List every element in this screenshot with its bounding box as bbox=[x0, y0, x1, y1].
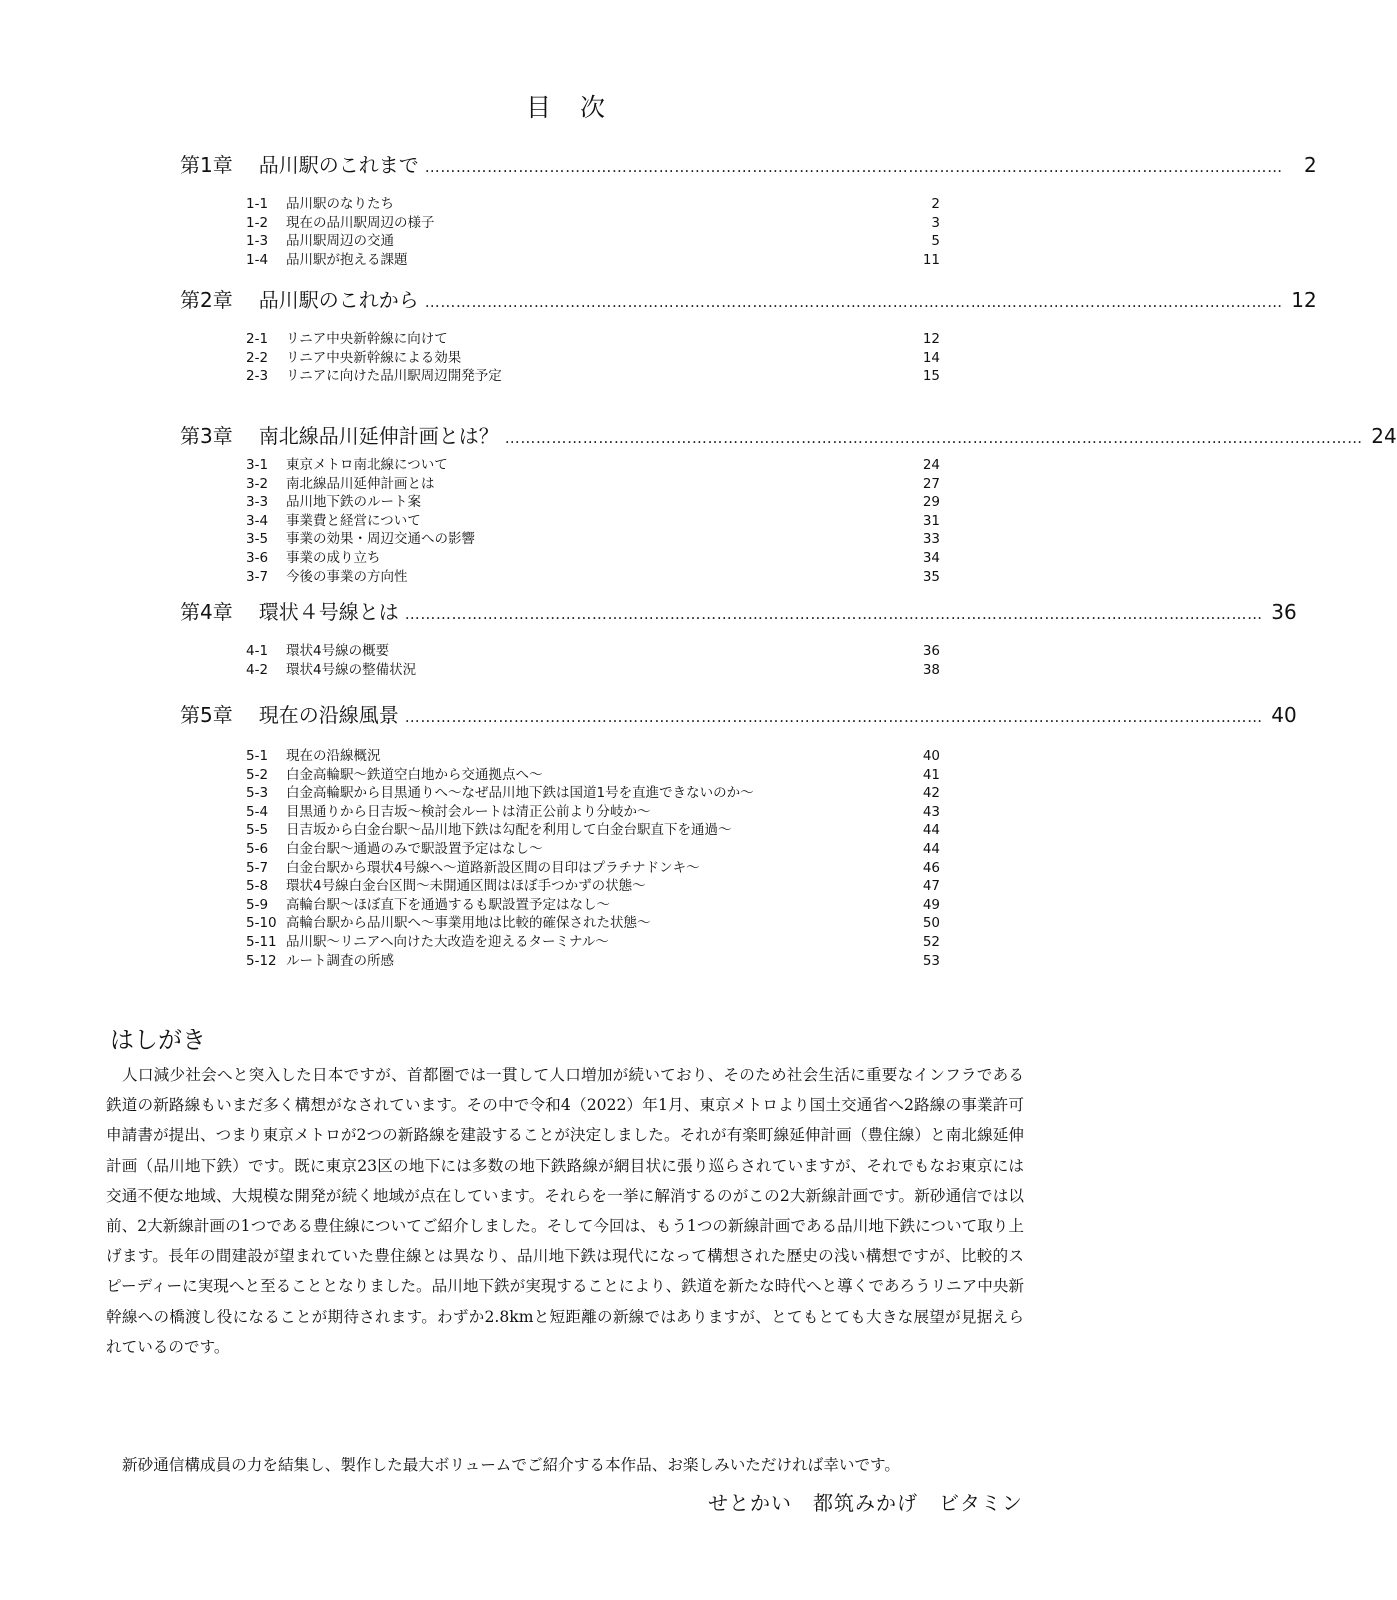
section-page-number: 35 bbox=[922, 568, 940, 585]
section-title: 現在の沿線概況 bbox=[286, 748, 381, 764]
section-title: 目黒通りから日吉坂～検討会ルートは清正公前より分岐か～ bbox=[286, 803, 651, 820]
section-page-number: 52 bbox=[922, 933, 940, 950]
section-number: 2-2 bbox=[246, 349, 269, 366]
section-list bbox=[246, 330, 940, 386]
toc-entry[interactable] bbox=[246, 747, 940, 766]
section-title: ルート調査の所感 bbox=[286, 952, 394, 969]
section-page-number: 11 bbox=[922, 251, 940, 268]
section-title: リニア中央新幹線による効果 bbox=[286, 349, 462, 366]
toc-entry[interactable] bbox=[246, 661, 940, 680]
section-page-number: 34 bbox=[922, 549, 940, 566]
page-title: 目 次 bbox=[525, 93, 607, 122]
section-number: 1-1 bbox=[246, 196, 269, 212]
toc-entry[interactable] bbox=[246, 896, 940, 915]
chapter bbox=[180, 285, 1317, 385]
section-title: 品川駅が抱える課題 bbox=[286, 251, 408, 268]
chapter-page-number: 2 bbox=[1304, 153, 1317, 177]
toc-entry[interactable] bbox=[246, 493, 940, 512]
chapter-title: 現在の沿線風景 bbox=[258, 703, 399, 727]
toc-entry[interactable] bbox=[246, 784, 940, 803]
section-page-number: 40 bbox=[922, 748, 940, 764]
toc-entry[interactable] bbox=[246, 214, 940, 233]
section-page-number: 5 bbox=[931, 233, 940, 250]
toc-entry[interactable] bbox=[246, 642, 940, 661]
section-title: 品川駅周辺の交通 bbox=[286, 233, 394, 250]
toc-entry[interactable] bbox=[246, 530, 940, 549]
section-page-number: 44 bbox=[922, 822, 940, 839]
chapter-page-number: 12 bbox=[1291, 288, 1317, 312]
section-title: 南北線品川延伸計画とは bbox=[286, 475, 435, 492]
preface-closing: 新砂通信構成員の力を結集し、製作した最大ボリュームでご紹介する本作品、お楽しみいただければ幸いです。 bbox=[122, 1456, 900, 1474]
section-page-number: 27 bbox=[922, 475, 940, 492]
section-page-number: 15 bbox=[922, 368, 940, 385]
chapter-title: 南北線品川延伸計画とは？ bbox=[258, 424, 499, 448]
section-page-number: 38 bbox=[922, 661, 940, 678]
section-number: 5-6 bbox=[246, 840, 269, 857]
section-page-number: 41 bbox=[922, 766, 940, 783]
section-title: 事業費と経営について bbox=[286, 512, 421, 529]
section-title: 白金台駅から環状4号線へ～道路新設区間の目印はプラチナドンキ～ bbox=[286, 859, 700, 876]
section-number: 4-1 bbox=[246, 643, 269, 659]
chapter bbox=[180, 597, 1297, 678]
toc-entry[interactable] bbox=[246, 251, 940, 270]
toc-entry[interactable] bbox=[246, 456, 940, 475]
section-page-number: 42 bbox=[922, 785, 940, 802]
leader-dots: ………………………………………………………………………………………………………………………………………………… bbox=[404, 605, 1263, 623]
toc-entry[interactable] bbox=[246, 549, 940, 568]
toc-entry[interactable] bbox=[246, 349, 940, 368]
toc-entry[interactable] bbox=[246, 952, 940, 971]
toc-entry[interactable] bbox=[246, 877, 940, 896]
section-page-number: 24 bbox=[922, 457, 940, 473]
section-number: 3-2 bbox=[246, 475, 269, 492]
section-title: 高輪台駅から品川駅へ～事業用地は比較的確保された状態～ bbox=[286, 915, 651, 932]
toc-entry[interactable] bbox=[246, 840, 940, 859]
section-title: 環状4号線の概要 bbox=[286, 643, 390, 659]
toc-entry[interactable] bbox=[246, 914, 940, 933]
chapter-heading[interactable] bbox=[180, 285, 1317, 315]
section-number: 5-10 bbox=[246, 915, 277, 932]
chapter-title: 環状４号線とは bbox=[258, 600, 399, 624]
section-number: 3-5 bbox=[246, 531, 269, 548]
chapter-page-number: 24 bbox=[1371, 424, 1397, 448]
section-number: 3-7 bbox=[246, 568, 269, 585]
section-title: リニアに向けた品川駅周辺開発予定 bbox=[286, 368, 502, 385]
toc-entry[interactable] bbox=[246, 568, 940, 587]
chapter-heading[interactable] bbox=[180, 597, 1297, 627]
section-number: 5-9 bbox=[246, 896, 269, 913]
section-title: 品川駅～リニアへ向けた大改造を迎えるターミナル～ bbox=[286, 933, 609, 950]
toc-entry[interactable] bbox=[246, 512, 940, 531]
leader-dots: ………………………………………………………………………………………………………………………………………………… bbox=[404, 708, 1263, 726]
section-title: 高輪台駅～ほぼ直下を通過するも駅設置予定はなし～ bbox=[286, 896, 610, 913]
section-title: 事業の効果・周辺交通への影響 bbox=[286, 531, 475, 548]
section-title: 環状4号線白金台区間～未開通区間はほぼ手つかずの状態～ bbox=[286, 878, 646, 895]
leader-dots: ………………………………………………………………………………………………………………………………………………… bbox=[424, 293, 1283, 311]
authors-credit: せとかい 都筑みかげ ビタミン bbox=[708, 1491, 1023, 1515]
chapter-page-number: 40 bbox=[1271, 703, 1297, 727]
chapter-heading[interactable] bbox=[180, 150, 1317, 180]
section-page-number: 49 bbox=[922, 896, 940, 913]
toc-entry[interactable] bbox=[246, 821, 940, 840]
section-page-number: 2 bbox=[931, 196, 940, 212]
section-number: 3-1 bbox=[246, 457, 269, 473]
section-page-number: 14 bbox=[922, 349, 940, 366]
section-number: 1-2 bbox=[246, 214, 269, 231]
toc-entry[interactable] bbox=[246, 232, 940, 251]
section-page-number: 33 bbox=[922, 531, 940, 548]
chapter-number: 第1章 bbox=[180, 153, 233, 177]
section-number: 1-4 bbox=[246, 251, 269, 268]
section-page-number: 47 bbox=[922, 878, 940, 895]
chapter-number: 第4章 bbox=[180, 600, 233, 624]
chapter-number: 第5章 bbox=[180, 703, 233, 727]
toc-entry[interactable] bbox=[246, 803, 940, 822]
section-page-number: 43 bbox=[922, 803, 940, 820]
section-title: 事業の成り立ち bbox=[286, 549, 381, 566]
section-number: 5-1 bbox=[246, 748, 269, 764]
toc-entry[interactable] bbox=[246, 859, 940, 878]
section-page-number: 31 bbox=[922, 512, 940, 529]
section-page-number: 29 bbox=[922, 494, 940, 511]
chapter bbox=[180, 700, 1297, 969]
section-list bbox=[246, 642, 940, 679]
section-page-number: 36 bbox=[922, 643, 940, 659]
section-title: 東京メトロ南北線について bbox=[286, 457, 448, 473]
chapter-number: 第3章 bbox=[180, 424, 233, 448]
section-page-number: 53 bbox=[922, 952, 940, 969]
section-page-number: 50 bbox=[922, 915, 940, 932]
section-number: 5-3 bbox=[246, 785, 269, 802]
preface-body: 人口減少社会へと突入した日本ですが、首都圏では一貫して人口増加が続いており、そのため社会生活に重要なインフラである鉄道の新路線もいまだ多く構想がなされています。その中で令和4（2022）年1月、東京メトロより国土交通省へ2路線の事業許可申請書が提出、つまり東京メトロが2つの新路線を建設することが決定しました。それが有楽町線延伸計画（豊住線）と南北線延伸計画（品川地下鉄）です。既に東京23区の地下には多数の地下鉄路線が網目状に張り巡らされていますが、それでもなお東京には交通不便な地域、大規模な開発が続く地域が点在しています。それらを一挙に解消するのがこの2大新線計画です。新砂通信では以前、2大新線計画の1つである豊住線についてご紹介しました。そして今回は、もう1つの新線計画である品川地下鉄について取り上げます。長年の間建設が望まれていた豊住線とは異なり、品川地下鉄は現代になって構想された歴史の浅い構想ですが、比較的スピーディーに実現へと至ることとなりました。品川地下鉄が実現することにより、鉄道を新たな時代へと導くであろうリニア中央新幹線への橋渡し役になることが期待されます。わずか2.8kmと短距離の新線ではありますが、とてもとても大きな展望が見据えられているのです。 bbox=[106, 1066, 1024, 1356]
chapter-title: 品川駅のこれまで bbox=[258, 153, 419, 177]
section-number: 2-1 bbox=[246, 331, 269, 347]
section-list bbox=[246, 456, 940, 586]
section-page-number: 3 bbox=[931, 214, 940, 231]
preface-title: はしがき bbox=[110, 1026, 206, 1054]
section-list bbox=[246, 747, 940, 970]
section-page-number: 44 bbox=[922, 840, 940, 857]
leader-dots: ………………………………………………………………………………………………………………………………………………… bbox=[424, 158, 1283, 176]
section-number: 1-3 bbox=[246, 233, 269, 250]
toc-entry[interactable] bbox=[246, 367, 940, 386]
section-page-number: 12 bbox=[922, 331, 940, 347]
section-title: 白金高輪駅～鉄道空白地から交通拠点へ～ bbox=[286, 766, 543, 783]
chapter-heading[interactable] bbox=[180, 700, 1297, 730]
section-number: 5-7 bbox=[246, 859, 269, 876]
section-title: 環状4号線の整備状況 bbox=[286, 661, 417, 678]
toc-entry[interactable] bbox=[246, 475, 940, 494]
section-number: 4-2 bbox=[246, 661, 269, 678]
chapter bbox=[180, 421, 1397, 585]
section-number: 3-3 bbox=[246, 494, 269, 511]
chapter bbox=[180, 150, 1317, 268]
toc-entry[interactable] bbox=[246, 330, 940, 349]
chapter-heading[interactable] bbox=[180, 421, 1397, 451]
section-number: 2-3 bbox=[246, 368, 269, 385]
section-page-number: 46 bbox=[922, 859, 940, 876]
chapter-title: 品川駅のこれから bbox=[258, 288, 419, 312]
section-number: 5-11 bbox=[246, 933, 277, 950]
section-title: リニア中央新幹線に向けて bbox=[286, 331, 448, 347]
section-number: 5-5 bbox=[246, 822, 269, 839]
section-title: 品川地下鉄のルート案 bbox=[286, 494, 421, 511]
section-number: 5-2 bbox=[246, 766, 269, 783]
leader-dots: ………………………………………………………………………………………………………………………………………………… bbox=[504, 429, 1363, 447]
toc-entry[interactable] bbox=[246, 195, 940, 214]
chapter-number: 第2章 bbox=[180, 288, 233, 312]
section-number: 3-4 bbox=[246, 512, 269, 529]
section-title: 白金高輪駅から目黒通りへ～なぜ品川地下鉄は国道1号を直進できないのか～ bbox=[286, 785, 754, 802]
section-title: 品川駅のなりたち bbox=[286, 196, 394, 212]
section-title: 現在の品川駅周辺の様子 bbox=[286, 214, 435, 231]
section-title: 日吉坂から白金台駅～品川地下鉄は勾配を利用して白金台駅直下を通過～ bbox=[286, 822, 732, 839]
chapter-page-number: 36 bbox=[1271, 600, 1297, 624]
section-number: 5-12 bbox=[246, 952, 277, 969]
section-number: 5-4 bbox=[246, 803, 269, 820]
section-number: 5-8 bbox=[246, 878, 269, 895]
toc-entry[interactable] bbox=[246, 766, 940, 785]
toc-entry[interactable] bbox=[246, 933, 940, 952]
section-list bbox=[246, 195, 940, 269]
section-number: 3-6 bbox=[246, 549, 269, 566]
section-title: 白金台駅～通過のみで駅設置予定はなし～ bbox=[286, 840, 543, 857]
section-title: 今後の事業の方向性 bbox=[286, 568, 408, 585]
